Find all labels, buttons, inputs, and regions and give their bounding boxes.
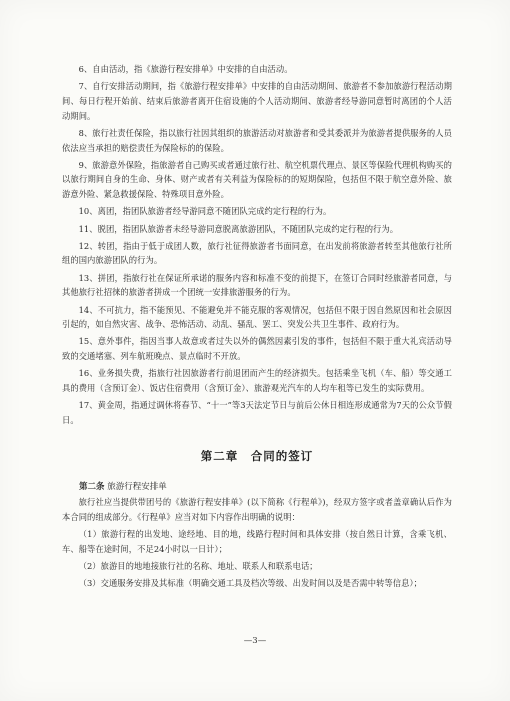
article-title-text: 旅游行程安排单 bbox=[107, 481, 167, 492]
definition-item-8: 8、旅行社责任保险，指以旅行社因其组织的旅游活动对旅游者和受其委派并为旅游者提供服务的人员依法应当承担的赔偿责任为保险标的的保险。 bbox=[62, 127, 452, 153]
definition-item-15: 15、意外事件，指因当事人故意或者过失以外的偶然因素引发的事件，包括但不限于重大礼宾活动导致的交通堵塞、列车航班晚点、景点临时不开放。 bbox=[62, 336, 452, 362]
definition-item-12: 12、转团，指由于低于成团人数，旅行社征得旅游者书面同意，在出发前将旅游者转至其他旅行社所组的国内旅游团队的行为。 bbox=[62, 240, 452, 266]
definition-item-17: 17、黄金周，指通过调休将春节、“十一”等3天法定节日与前后公休日相连形成通常为7天的公众节假日。 bbox=[62, 400, 452, 425]
page-number: —3— bbox=[243, 636, 267, 646]
definition-item-16: 16、业务损失费，指旅行社因旅游者行前退团而产生的经济损失。包括乘坐飞机（车、船）等交通工具的费用（含预订金）、饭店住宿费用（含预订金）、旅游观光汽车的人均车租等已发生的实际费用。 bbox=[62, 368, 452, 394]
article-heading bbox=[62, 480, 452, 495]
definition-item-10: 10、离团，指团队旅游者经导游同意不随团队完成约定行程的行为。 bbox=[78, 206, 332, 217]
definition-item-7: 7、自行安排活动期间，指《旅游行程安排单》中安排的自由活动期间、旅游者不参加旅游行程活动期间、每日行程开始前、结束后旅游者离开住宿设施的个人活动期间、旅游者经导游同意暂时离团的个人活动期间。 bbox=[62, 81, 452, 121]
definition-item-14: 14、不可抗力，指不能预见、不能避免并不能克服的客观情况，包括但不限于因自然原因和社会原因引起的，如自然灾害、战争、恐怖活动、动乱、骚乱、罢工、突发公共卫生事件、政府行为。 bbox=[62, 304, 452, 330]
article-paragraph-3: （3）交通服务安排及其标准（明确交通工具及档次等级、出发时间以及是否需中转等信息）； bbox=[78, 578, 422, 589]
definition-item-13: 13、拼团，指旅行社在保证所承诺的服务内容和标准不变的前提下，在签订合同时经旅游者同意，与其他旅行社招徕的旅游者拼成一个团统一安排旅游服务的行为。 bbox=[62, 272, 452, 298]
definition-item-6: 6、自由活动，指《旅游行程安排单》中安排的自由活动。 bbox=[78, 64, 293, 74]
definition-item-11: 11、脱团，指团队旅游者未经导游同意脱离旅游团队，不随团队完成约定行程的行为。 bbox=[78, 223, 399, 234]
article-paragraph-2: （2）旅游目的地地接旅行社的名称、地址、联系人和联系电话； bbox=[78, 561, 318, 572]
article-paragraph-1: （1）旅游行程的出发地、途经地、目的地，线路行程时间和具体安排（按自然日计算，含乘飞机、车、船等在途时间，不足24小时以一日计）； bbox=[62, 529, 452, 554]
chapter-title: 第二章 合同的签订 bbox=[200, 448, 314, 463]
article-paragraph-intro: 旅行社应当提供带团号的《旅游行程安排单》(以下简称《行程单》)，经双方签字或者盖章确认后作为本合同的组成部分。《行程单》应当对如下内容作出明确的说明： bbox=[62, 497, 452, 523]
article-label: 第二条 bbox=[79, 481, 105, 492]
page-content bbox=[62, 62, 452, 594]
definition-item-9: 9、旅游意外保险，指旅游者自己购买或者通过旅行社、航空机票代理点、景区等保险代理机构购买的以旅行期间自身的生命、身体、财产或者有关利益为保险标的的短期保险，包括但不限于航空意外险、旅游意外险、紧急救援保险、特殊项目意外险。 bbox=[62, 159, 452, 200]
